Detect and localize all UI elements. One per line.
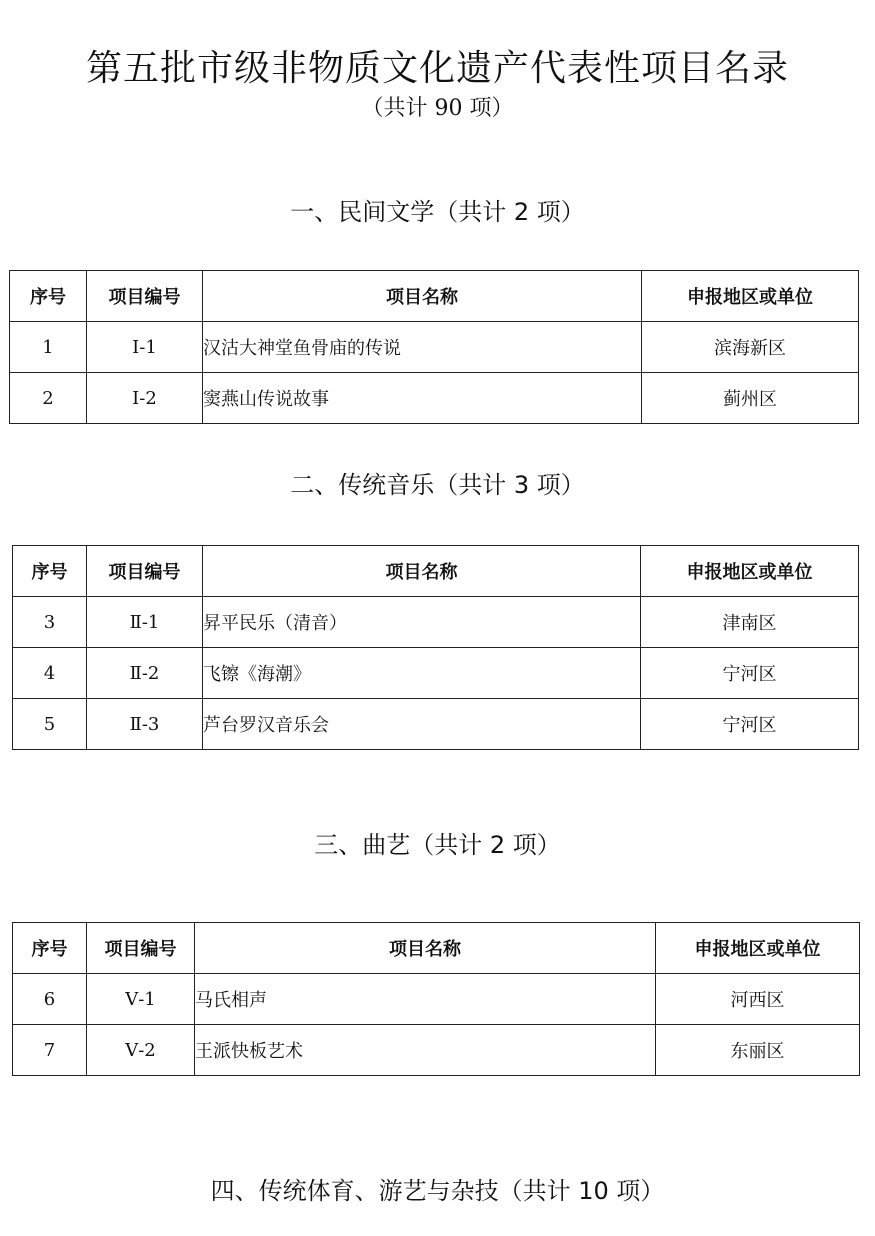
cell-code: Ⅰ-1 [87, 322, 203, 373]
cell-seq: 5 [13, 699, 87, 750]
cell-region: 河西区 [656, 974, 860, 1025]
column-header-seq: 序号 [13, 923, 87, 974]
document-subtitle: （共计 90 项） [361, 96, 514, 121]
table-row [10, 322, 859, 373]
table-row [13, 648, 859, 699]
cell-code: Ⅰ-2 [87, 373, 203, 424]
section-heading-quyi: 三、曲艺（共计 2 项） [314, 831, 561, 859]
table-header-row [10, 271, 859, 322]
column-header-code: 项目编号 [87, 546, 203, 597]
column-header-region: 申报地区或单位 [656, 923, 860, 974]
section-heading-folk-literature: 一、民间文学（共计 2 项） [290, 198, 585, 226]
cell-code: Ⅱ-2 [87, 648, 203, 699]
table-row [13, 974, 860, 1025]
column-header-region: 申报地区或单位 [641, 546, 859, 597]
cell-code: Ⅴ-2 [87, 1025, 195, 1076]
cell-region: 津南区 [641, 597, 859, 648]
cell-name: 汉沽大神堂鱼骨庙的传说 [203, 322, 642, 373]
table-row [10, 373, 859, 424]
cell-region: 蓟州区 [642, 373, 859, 424]
cell-region: 东丽区 [656, 1025, 860, 1076]
cell-region: 宁河区 [641, 699, 859, 750]
section-heading-sports-games-acrobatics: 四、传统体育、游艺与杂技（共计 10 项） [210, 1177, 665, 1205]
section-heading-traditional-music: 二、传统音乐（共计 3 项） [290, 471, 585, 499]
table-header-row [13, 546, 859, 597]
cell-seq: 1 [10, 322, 87, 373]
cell-code: Ⅴ-1 [87, 974, 195, 1025]
table-header-row [13, 923, 860, 974]
cell-name: 王派快板艺术 [195, 1025, 656, 1076]
table-row [13, 597, 859, 648]
column-header-region: 申报地区或单位 [642, 271, 859, 322]
table-folk-literature [9, 270, 859, 424]
cell-code: Ⅱ-1 [87, 597, 203, 648]
column-header-seq: 序号 [10, 271, 87, 322]
cell-seq: 3 [13, 597, 87, 648]
cell-seq: 2 [10, 373, 87, 424]
cell-name: 飞镲《海潮》 [203, 648, 641, 699]
column-header-name: 项目名称 [195, 923, 656, 974]
cell-region: 滨海新区 [642, 322, 859, 373]
cell-name: 芦台罗汉音乐会 [203, 699, 641, 750]
document-title: 第五批市级非物质文化遗产代表性项目名录 [85, 48, 789, 89]
cell-code: Ⅱ-3 [87, 699, 203, 750]
cell-seq: 7 [13, 1025, 87, 1076]
column-header-seq: 序号 [13, 546, 87, 597]
cell-region: 宁河区 [641, 648, 859, 699]
column-header-name: 项目名称 [203, 546, 641, 597]
table-traditional-music [12, 545, 859, 750]
cell-seq: 6 [13, 974, 87, 1025]
cell-name: 马氏相声 [195, 974, 656, 1025]
cell-name: 昇平民乐（清音） [203, 597, 641, 648]
cell-name: 窦燕山传说故事 [203, 373, 642, 424]
table-row [13, 699, 859, 750]
cell-seq: 4 [13, 648, 87, 699]
column-header-name: 项目名称 [203, 271, 642, 322]
column-header-code: 项目编号 [87, 923, 195, 974]
column-header-code: 项目编号 [87, 271, 203, 322]
table-quyi [12, 922, 860, 1076]
table-row [13, 1025, 860, 1076]
